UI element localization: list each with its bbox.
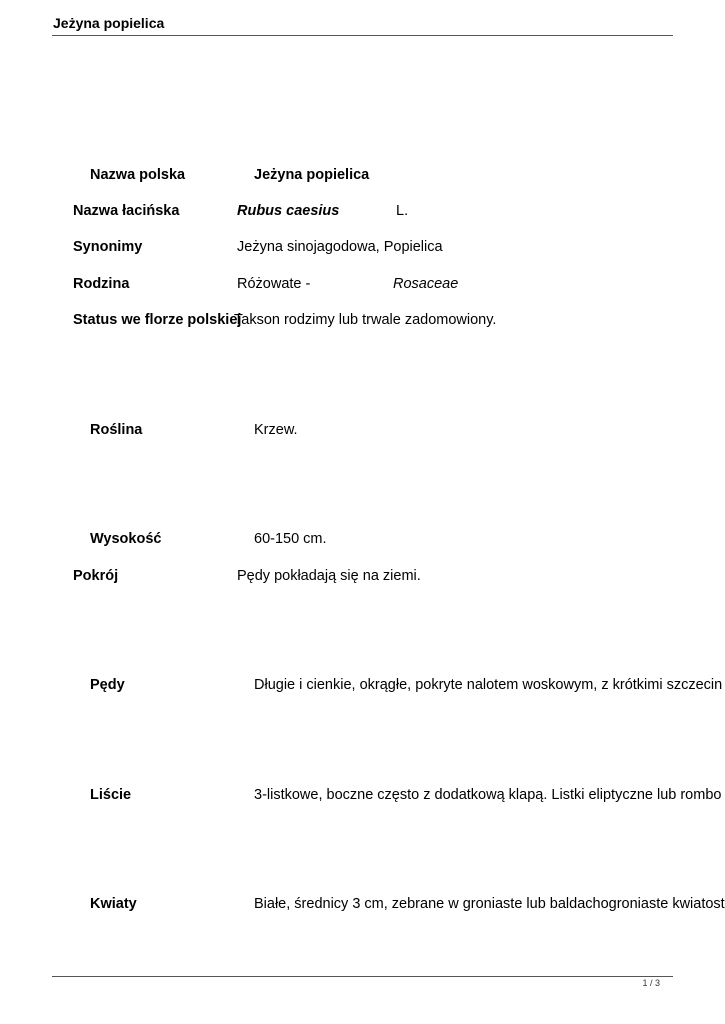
label-pokroj: Pokrój: [73, 568, 119, 584]
value-roslina: Krzew.: [254, 422, 298, 438]
label-synonimy: Synonimy: [73, 239, 143, 255]
label-wysokosc: Wysokość: [90, 531, 162, 547]
value-status: Takson rodzimy lub trwale zadomowiony.: [234, 312, 497, 328]
value-wysokosc: 60-150 cm.: [254, 531, 327, 547]
label-roslina: Roślina: [90, 422, 143, 438]
value-pedy: Długie i cienkie, okrągłe, pokryte nalotem woskowym, z krótkimi szczecin: [254, 677, 723, 693]
value-kwiaty: Białe, średnicy 3 cm, zebrane w groniaste lub baldachogroniaste kwiatost: [254, 896, 725, 912]
label-nazwa-polska: Nazwa polska: [90, 167, 186, 183]
value-nazwa-lacinska: Rubus caesius: [237, 203, 340, 219]
value-liscie: 3-listkowe, boczne często z dodatkową klapą. Listki eliptyczne lub rombo: [254, 787, 722, 803]
value-pokroj: Pędy pokładają się na ziemi.: [237, 568, 421, 584]
label-nazwa-lacinska: Nazwa łacińska: [73, 203, 180, 219]
footer-divider: [52, 976, 673, 977]
page-number: 1 / 3: [642, 978, 660, 988]
label-pedy: Pędy: [90, 677, 125, 693]
value-nazwa-lacinska-author: L.: [396, 203, 409, 219]
header-divider: [52, 35, 673, 36]
value-nazwa-polska: Jeżyna popielica: [254, 167, 370, 183]
label-status: Status we florze polskiej: [73, 312, 242, 328]
value-rodzina-latin: Rosaceae: [393, 276, 459, 292]
label-liscie: Liście: [90, 787, 132, 803]
value-synonimy: Jeżyna sinojagodowa, Popielica: [237, 239, 443, 255]
value-rodzina: Różowate -: [237, 276, 311, 292]
label-kwiaty: Kwiaty: [90, 896, 137, 912]
document-header-title: Jeżyna popielica: [53, 15, 165, 31]
label-rodzina: Rodzina: [73, 276, 130, 292]
